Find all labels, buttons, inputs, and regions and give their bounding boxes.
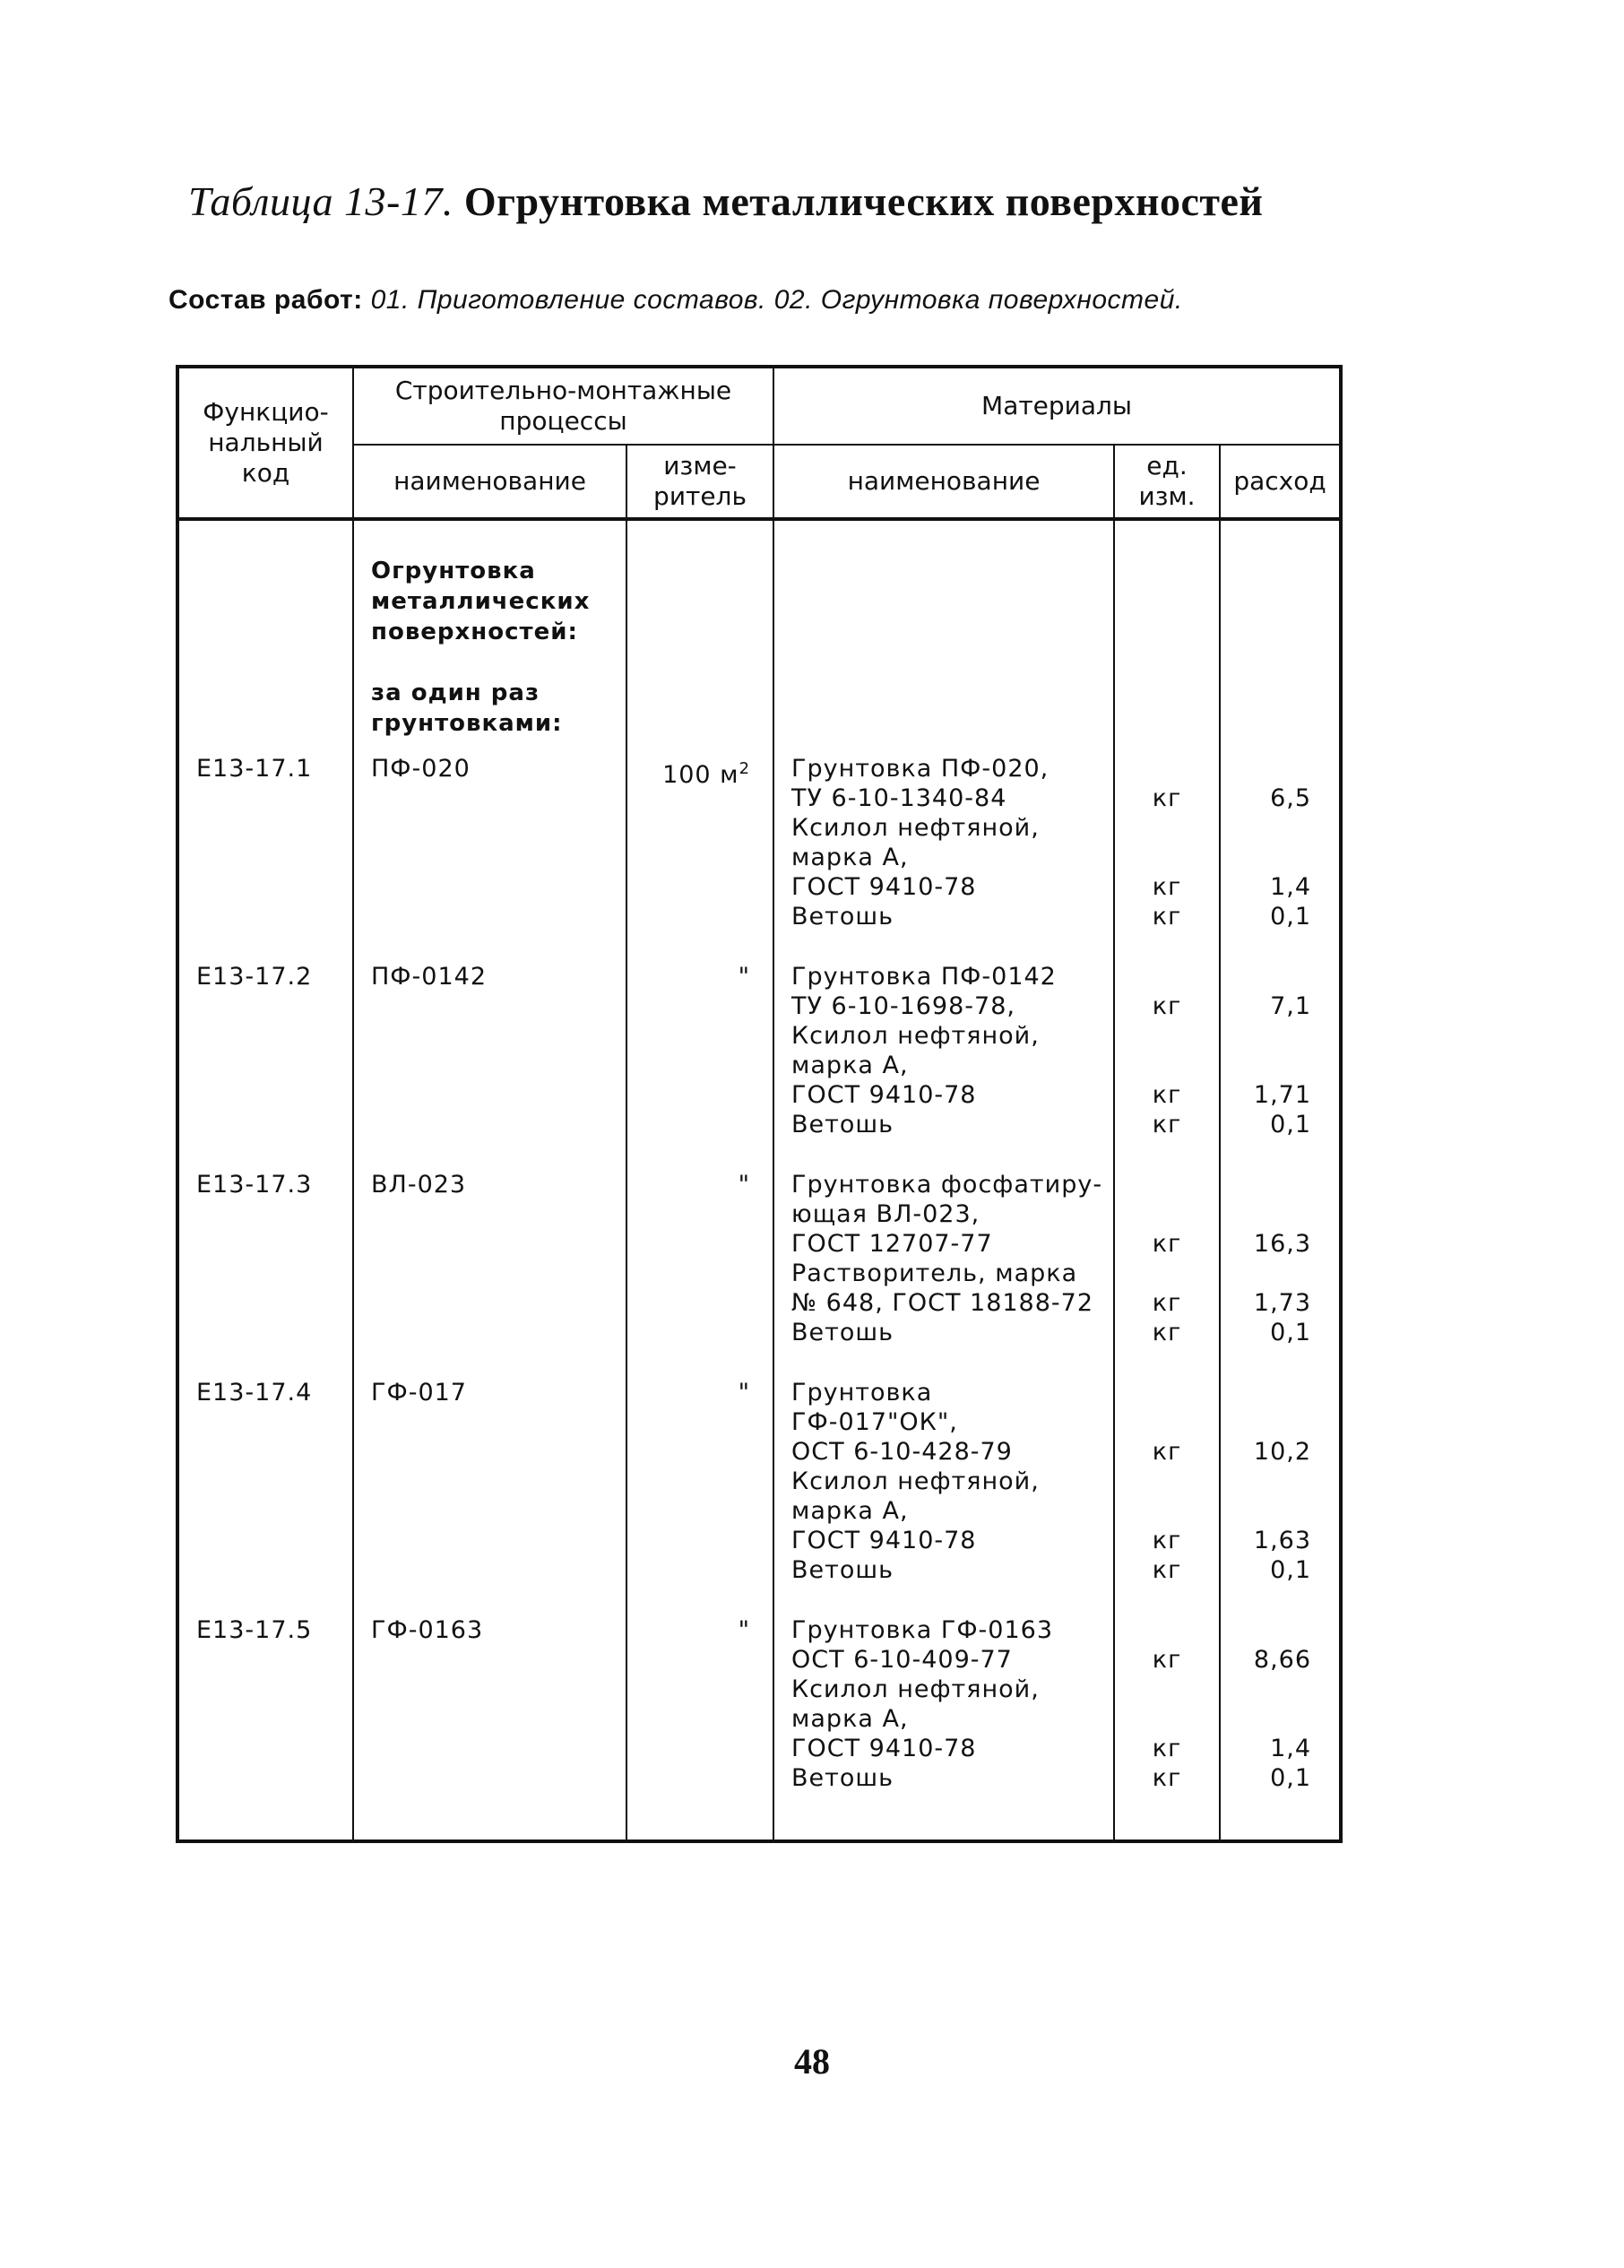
material-rate: 0,1 <box>1270 1556 1312 1584</box>
intro-line: поверхностей: <box>371 619 578 645</box>
rate-cell <box>1220 1378 1341 1615</box>
material-unit: кг <box>1152 1527 1182 1554</box>
material-name-cell <box>773 962 1114 1170</box>
functional-code: Е13-17.4 <box>196 1379 313 1407</box>
process-name-cell <box>353 754 626 962</box>
material-rate: 8,66 <box>1253 1646 1312 1674</box>
code-cell <box>177 962 353 1170</box>
material-unit: кг <box>1152 1438 1182 1466</box>
material-line: марка А, <box>791 1052 909 1079</box>
material-unit: кг <box>1152 1646 1182 1674</box>
table-title <box>188 177 1263 225</box>
process-name: ПФ-020 <box>371 755 471 783</box>
material-unit: кг <box>1152 1556 1182 1584</box>
material-rate: 1,4 <box>1270 1735 1312 1762</box>
header-material-name: наименование <box>773 445 1114 519</box>
functional-code: Е13-17.2 <box>196 963 313 991</box>
material-unit: кг <box>1152 873 1182 901</box>
intro-text <box>355 522 625 739</box>
material-unit: кг <box>1152 1319 1182 1346</box>
material-rate: 0,1 <box>1270 903 1312 931</box>
material-line: Ксилол нефтяной, <box>791 814 1040 842</box>
table-row <box>177 1615 1341 1841</box>
functional-code: Е13-17.5 <box>196 1616 313 1644</box>
header-unit: ед. изм. <box>1114 445 1220 519</box>
process-name: ПФ-0142 <box>371 963 488 991</box>
material-rate: 10,2 <box>1253 1438 1312 1466</box>
material-line: Ксилол нефтяной, <box>791 1022 1040 1050</box>
material-line: ГОСТ 9410-78 <box>791 1527 977 1554</box>
work-composition <box>168 285 1183 316</box>
material-line: ГОСТ 9410-78 <box>791 873 977 901</box>
material-line: Ветошь <box>791 1556 894 1584</box>
intro-line: металлических <box>371 588 591 615</box>
material-line: Грунтовка <box>791 1379 933 1407</box>
process-name: ГФ-017 <box>371 1379 467 1407</box>
code-cell <box>177 754 353 962</box>
material-rate: 0,1 <box>1270 1764 1312 1792</box>
material-unit: кг <box>1152 1289 1182 1317</box>
rate-cell <box>1220 962 1341 1170</box>
intro-line: за один раз <box>371 680 540 706</box>
material-unit: кг <box>1152 1081 1182 1109</box>
material-line: Грунтовка фосфатиру- <box>791 1171 1103 1199</box>
process-meter <box>628 1170 772 1199</box>
material-name-cell <box>773 1170 1114 1378</box>
material-unit: кг <box>1152 1230 1182 1258</box>
header-row-top <box>177 367 1341 445</box>
material-line: Ксилол нефтяной, <box>791 1467 1040 1495</box>
material-unit: кг <box>1152 1764 1182 1792</box>
process-meter-cell <box>626 1378 773 1615</box>
material-line: ГФ-017"ОК", <box>791 1408 958 1436</box>
material-line: Ветошь <box>791 1111 894 1138</box>
process-name-cell <box>353 1615 626 1841</box>
intro-rate-cell <box>1220 519 1341 754</box>
intro-unit-cell <box>1114 519 1220 754</box>
unit-cell <box>1114 1170 1220 1378</box>
material-rate: 0,1 <box>1270 1111 1312 1138</box>
material-line: ГОСТ 9410-78 <box>791 1735 977 1762</box>
material-line: ОСТ 6-10-428-79 <box>791 1438 1013 1466</box>
code-cell <box>177 1615 353 1841</box>
process-meter-cell <box>626 962 773 1170</box>
process-meter <box>628 1615 772 1645</box>
material-unit: кг <box>1152 1111 1182 1138</box>
header-rate: расход <box>1220 445 1341 519</box>
material-line: Ветошь <box>791 903 894 931</box>
material-line: № 648, ГОСТ 18188-72 <box>791 1289 1094 1317</box>
rate-cell <box>1220 1170 1341 1378</box>
material-rate: 1,73 <box>1253 1289 1312 1317</box>
rate-cell <box>1220 754 1341 962</box>
code-cell <box>177 1378 353 1615</box>
material-rate: 1,71 <box>1253 1081 1312 1109</box>
header-process-meter: изме-ритель <box>626 445 773 519</box>
material-unit: кг <box>1152 992 1182 1020</box>
material-line: Ветошь <box>791 1319 894 1346</box>
process-meter-cell <box>626 754 773 962</box>
material-line: Грунтовка ПФ-020, <box>791 755 1050 783</box>
process-meter <box>628 754 772 789</box>
process-meter-cell <box>626 1615 773 1841</box>
material-rate: 6,5 <box>1270 784 1312 812</box>
material-rate: 1,63 <box>1253 1527 1312 1554</box>
unit-cell <box>1114 962 1220 1170</box>
material-line: Грунтовка ПФ-0142 <box>791 963 1057 991</box>
material-line: ГОСТ 12707-77 <box>791 1230 993 1258</box>
unit-cell <box>1114 754 1220 962</box>
material-name-cell <box>773 754 1114 962</box>
intro-line: грунтовками: <box>371 710 563 737</box>
header-process-name: наименование <box>353 445 626 519</box>
material-rate: 1,4 <box>1270 873 1312 901</box>
material-line: ОСТ 6-10-409-77 <box>791 1646 1013 1674</box>
unit-cell <box>1114 1615 1220 1841</box>
material-unit: кг <box>1152 784 1182 812</box>
material-unit: кг <box>1152 903 1182 931</box>
table-row <box>177 754 1341 962</box>
process-name-cell <box>353 962 626 1170</box>
material-line: марка А, <box>791 844 909 871</box>
material-line: ТУ 6-10-1698-78, <box>791 992 1015 1020</box>
material-line: Растворитель, марка <box>791 1260 1078 1287</box>
process-meter-value: 100 м <box>662 761 739 789</box>
header-processes: Строительно-монтажные процессы <box>353 367 773 445</box>
material-line: Ксилол нефтяной, <box>791 1675 1040 1703</box>
process-name-cell <box>353 1378 626 1615</box>
code-cell <box>177 1170 353 1378</box>
material-line: Ветошь <box>791 1764 894 1792</box>
material-rate: 16,3 <box>1253 1230 1312 1258</box>
material-unit: кг <box>1152 1735 1182 1762</box>
intro-material-cell <box>773 519 1114 754</box>
process-meter-value: " <box>738 963 751 991</box>
process-meter-value: " <box>738 1379 751 1407</box>
material-line: ГОСТ 9410-78 <box>791 1081 977 1109</box>
material-name-cell <box>773 1615 1114 1841</box>
rate-cell <box>1220 1615 1341 1841</box>
intro-name-cell <box>353 519 626 754</box>
material-name-cell <box>773 1378 1114 1615</box>
table-row <box>177 1378 1341 1615</box>
material-line: Грунтовка ГФ-0163 <box>791 1616 1054 1644</box>
functional-code: Е13-17.3 <box>196 1171 313 1199</box>
process-meter-cell <box>626 1170 773 1378</box>
material-line: ющая ВЛ-023, <box>791 1200 980 1228</box>
work-composition-label: Состав работ: <box>168 285 363 315</box>
table-row <box>177 962 1341 1170</box>
norms-table <box>176 365 1343 1843</box>
header-materials: Материалы <box>773 367 1341 445</box>
material-line: ТУ 6-10-1340-84 <box>791 784 1007 812</box>
intro-code-cell <box>177 519 353 754</box>
intro-meter-cell <box>626 519 773 754</box>
intro-line: Огрунтовка <box>371 558 536 584</box>
process-meter-value: " <box>738 1171 751 1199</box>
process-name: ВЛ-023 <box>371 1171 467 1199</box>
material-rate: 7,1 <box>1270 992 1312 1020</box>
table-number: Таблица 13-17. <box>188 178 454 224</box>
intro-row <box>177 519 1341 754</box>
process-name: ГФ-0163 <box>371 1616 484 1644</box>
material-line: марка А, <box>791 1497 909 1525</box>
unit-cell <box>1114 1378 1220 1615</box>
process-meter-value: " <box>738 1616 751 1644</box>
table-row <box>177 1170 1341 1378</box>
work-composition-text: 01. Приготовление составов. 02. Огрунтовка поверхностей. <box>370 285 1183 315</box>
functional-code: Е13-17.1 <box>196 755 313 783</box>
process-meter <box>628 962 772 991</box>
process-meter <box>628 1378 772 1407</box>
process-name-cell <box>353 1170 626 1378</box>
material-rate: 0,1 <box>1270 1319 1312 1346</box>
process-meter-exponent: 2 <box>739 759 751 778</box>
header-code: Функцио-нальный код <box>177 367 353 519</box>
page-number: 48 <box>794 2041 830 2082</box>
table-heading: Огрунтовка металлических поверхностей <box>463 178 1264 224</box>
material-line: марка А, <box>791 1705 909 1733</box>
